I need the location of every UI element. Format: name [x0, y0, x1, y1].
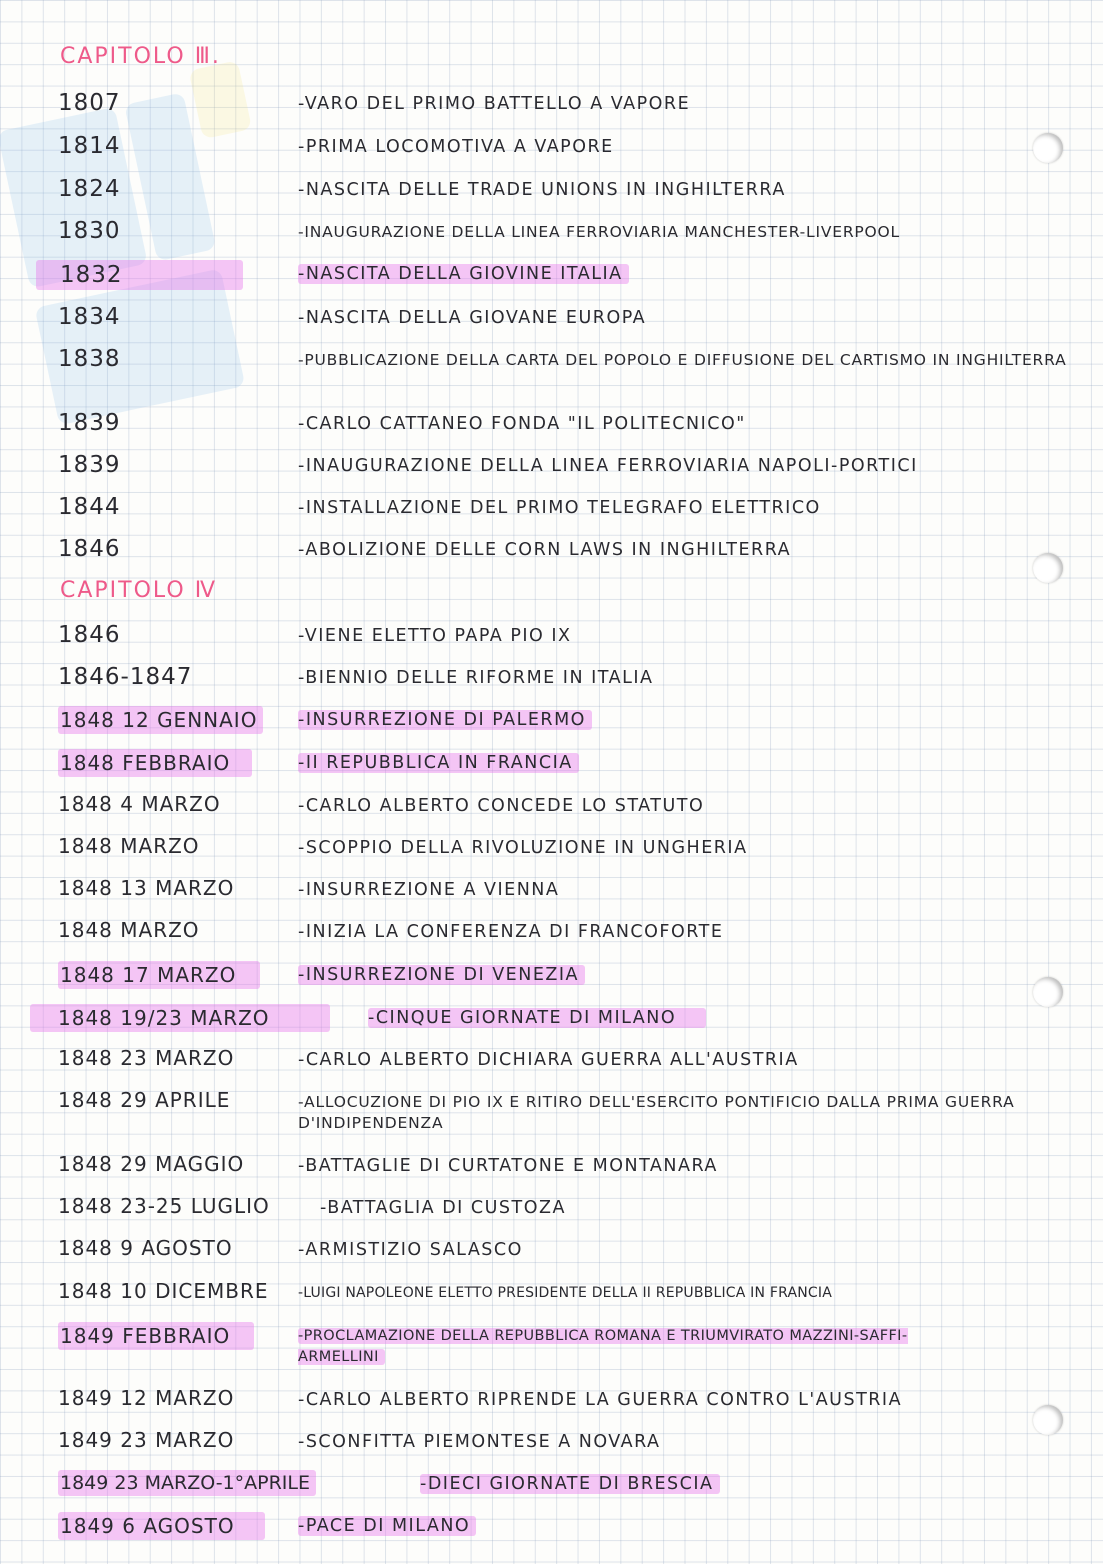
timeline-row [0, 446, 1103, 486]
timeline-row-highlighted [0, 1506, 1103, 1546]
timeline-row [0, 1273, 1103, 1313]
row-event-text: -PROCLAMAZIONE DELLA REPUBBLICA ROMANA E TRIUMVIRATO MAZZINI-SAFFI-ARMELLINI [298, 1328, 908, 1365]
row-event [298, 1516, 1078, 1537]
row-event: -CARLO ALBERTO CONCEDE LO STATUTO [298, 796, 705, 816]
row-date: 1849 23 MARZO [58, 1428, 235, 1452]
row-event: -CARLO CATTANEO FONDA "IL POLITECNICO" [298, 414, 746, 434]
timeline-row [0, 1230, 1103, 1270]
row-date: 1848 10 DICEMBRE [58, 1279, 269, 1303]
timeline-row-highlighted [0, 1316, 1103, 1368]
row-event: -ALLOCUZIONE DI PIO IX E RITIRO DELL'ESERCITO PONTIFICIO DALLA PRIMA GUERRA D'INDIPENDENZA [298, 1093, 1015, 1132]
timeline-row [0, 616, 1103, 656]
timeline-row [0, 84, 1103, 124]
timeline-row [0, 170, 1103, 210]
row-event: -LUIGI NAPOLEONE ELETTO PRESIDENTE DELLA II REPUBBLICA IN FRANCIA [298, 1285, 832, 1301]
timeline-row-highlighted [0, 1464, 1103, 1504]
timeline-row [0, 1188, 1103, 1228]
timeline-row [0, 1422, 1103, 1462]
row-event [298, 1326, 938, 1368]
row-event: -INIZIA LA CONFERENZA DI FRANCOFORTE [298, 922, 724, 942]
row-date: 1848 4 MARZO [58, 792, 221, 816]
row-event: -INAUGURAZIONE DELLA LINEA FERROVIARIA NAPOLI-PORTICI [298, 456, 918, 476]
row-event: -SCOPPIO DELLA RIVOLUZIONE IN UNGHERIA [298, 838, 748, 858]
row-event-text: -DIECI GIORNATE DI BRESCIA [420, 1474, 720, 1494]
row-event: -NASCITA DELLA GIOVANE EUROPA [298, 308, 647, 328]
timeline-row-highlighted [0, 743, 1103, 783]
row-event: -INAUGURAZIONE DELLA LINEA FERROVIARIA MANCHESTER-LIVERPOOL [298, 223, 900, 241]
row-date: 1844 [58, 494, 121, 520]
row-date: 1848 17 MARZO [58, 961, 260, 989]
row-date: 1839 [58, 410, 121, 436]
timeline-row-highlighted [0, 254, 1103, 294]
row-event: -NASCITA DELLE TRADE UNIONS IN INGHILTERRA [298, 180, 786, 200]
timeline-row [0, 127, 1103, 167]
row-date: 1848 23-25 LUGLIO [58, 1194, 270, 1218]
timeline-row [0, 828, 1103, 868]
row-event-text: -INSURREZIONE DI VENEZIA [298, 965, 585, 985]
row-event-text: -II REPUBBLICA IN FRANCIA [298, 753, 579, 773]
row-date: 1848 29 MAGGIO [58, 1152, 245, 1176]
timeline-row [0, 1082, 1103, 1134]
row-date: 1848 23 MARZO [58, 1046, 235, 1070]
row-date: 1848 MARZO [58, 834, 200, 858]
row-event-text: -INSURREZIONE DI PALERMO [298, 710, 592, 730]
row-date: 1846 [58, 622, 121, 648]
row-event: -CARLO ALBERTO RIPRENDE LA GUERRA CONTRO L'AUSTRIA [298, 1390, 903, 1410]
timeline-row [0, 658, 1103, 698]
row-event: -VIENE ELETTO PAPA PIO IX [298, 626, 572, 646]
row-date: 1848 FEBBRAIO [58, 749, 252, 777]
timeline-row [0, 404, 1103, 444]
row-date: 1832 [36, 260, 243, 290]
row-event: -ABOLIZIONE DELLE CORN LAWS IN INGHILTERRA [298, 540, 792, 560]
row-event [298, 753, 1078, 774]
row-event [298, 965, 1078, 986]
row-event: -BIENNIO DELLE RIFORME IN ITALIA [298, 668, 654, 688]
timeline-row-highlighted [0, 998, 1103, 1038]
row-date: 1848 19/23 MARZO [30, 1004, 330, 1032]
timeline-row [0, 1040, 1103, 1080]
timeline-row [0, 530, 1103, 570]
row-date: 1839 [58, 452, 121, 478]
row-event [298, 710, 1078, 731]
row-date: 1848 12 GENNAIO [58, 706, 263, 734]
chapter-title: CAPITOLO Ⅳ [60, 578, 218, 603]
timeline-row [0, 340, 1103, 392]
row-event: -SCONFITTA PIEMONTESE A NOVARA [298, 1432, 661, 1452]
timeline-row [0, 488, 1103, 528]
row-event: -PRIMA LOCOMOTIVA A VAPORE [298, 137, 614, 157]
row-event [420, 1474, 1103, 1495]
row-event: -PUBBLICAZIONE DELLA CARTA DEL POPOLO E DIFFUSIONE DEL CARTISMO IN INGHILTERRA [298, 351, 1067, 369]
row-event [298, 264, 629, 285]
row-event-text: -CINQUE GIORNATE DI MILANO [368, 1008, 706, 1028]
timeline-row [0, 870, 1103, 910]
row-date: 1846 [58, 536, 121, 562]
row-date: 1846-1847 [58, 664, 193, 690]
row-event: -CARLO ALBERTO DICHIARA GUERRA ALL'AUSTRIA [298, 1050, 799, 1070]
row-date: 1849 FEBBRAIO [58, 1322, 254, 1350]
row-event [368, 1008, 1103, 1029]
row-event-text: -NASCITA DELLA GIOVINE ITALIA [298, 264, 629, 284]
row-event: -INSURREZIONE A VIENNA [298, 880, 560, 900]
row-date: 1848 13 MARZO [58, 876, 235, 900]
row-event: -ARMISTIZIO SALASCO [298, 1240, 523, 1260]
row-date: 1849 12 MARZO [58, 1386, 235, 1410]
timeline-row [0, 212, 1103, 252]
row-date: 1848 9 AGOSTO [58, 1236, 233, 1260]
timeline-row-highlighted [0, 955, 1103, 995]
row-date: 1830 [58, 218, 121, 244]
row-date: 1807 [58, 90, 121, 116]
timeline-row [0, 1146, 1103, 1186]
row-date: 1824 [58, 176, 121, 202]
row-date: 1814 [58, 133, 121, 159]
chapter-title: CAPITOLO Ⅲ. [60, 44, 221, 69]
row-date: 1849 23 MARZO-1°APRILE [58, 1470, 316, 1496]
row-event: -BATTAGLIE DI CURTATONE E MONTANARA [298, 1156, 718, 1176]
timeline-row [0, 1380, 1103, 1420]
row-date: 1834 [58, 304, 121, 330]
timeline-row-highlighted [0, 700, 1103, 740]
row-event: -VARO DEL PRIMO BATTELLO A VAPORE [298, 94, 691, 114]
row-event: -BATTAGLIA DI CUSTOZA [320, 1198, 566, 1218]
timeline-row [0, 786, 1103, 826]
timeline-row [0, 912, 1103, 952]
row-event-text: -PACE DI MILANO [298, 1516, 476, 1536]
row-date: 1849 6 AGOSTO [58, 1512, 265, 1540]
row-date: 1848 29 APRILE [58, 1088, 231, 1112]
row-date: 1848 MARZO [58, 918, 200, 942]
row-event: -INSTALLAZIONE DEL PRIMO TELEGRAFO ELETTRICO [298, 498, 821, 518]
row-date: 1838 [58, 346, 121, 372]
timeline-row [0, 298, 1103, 338]
